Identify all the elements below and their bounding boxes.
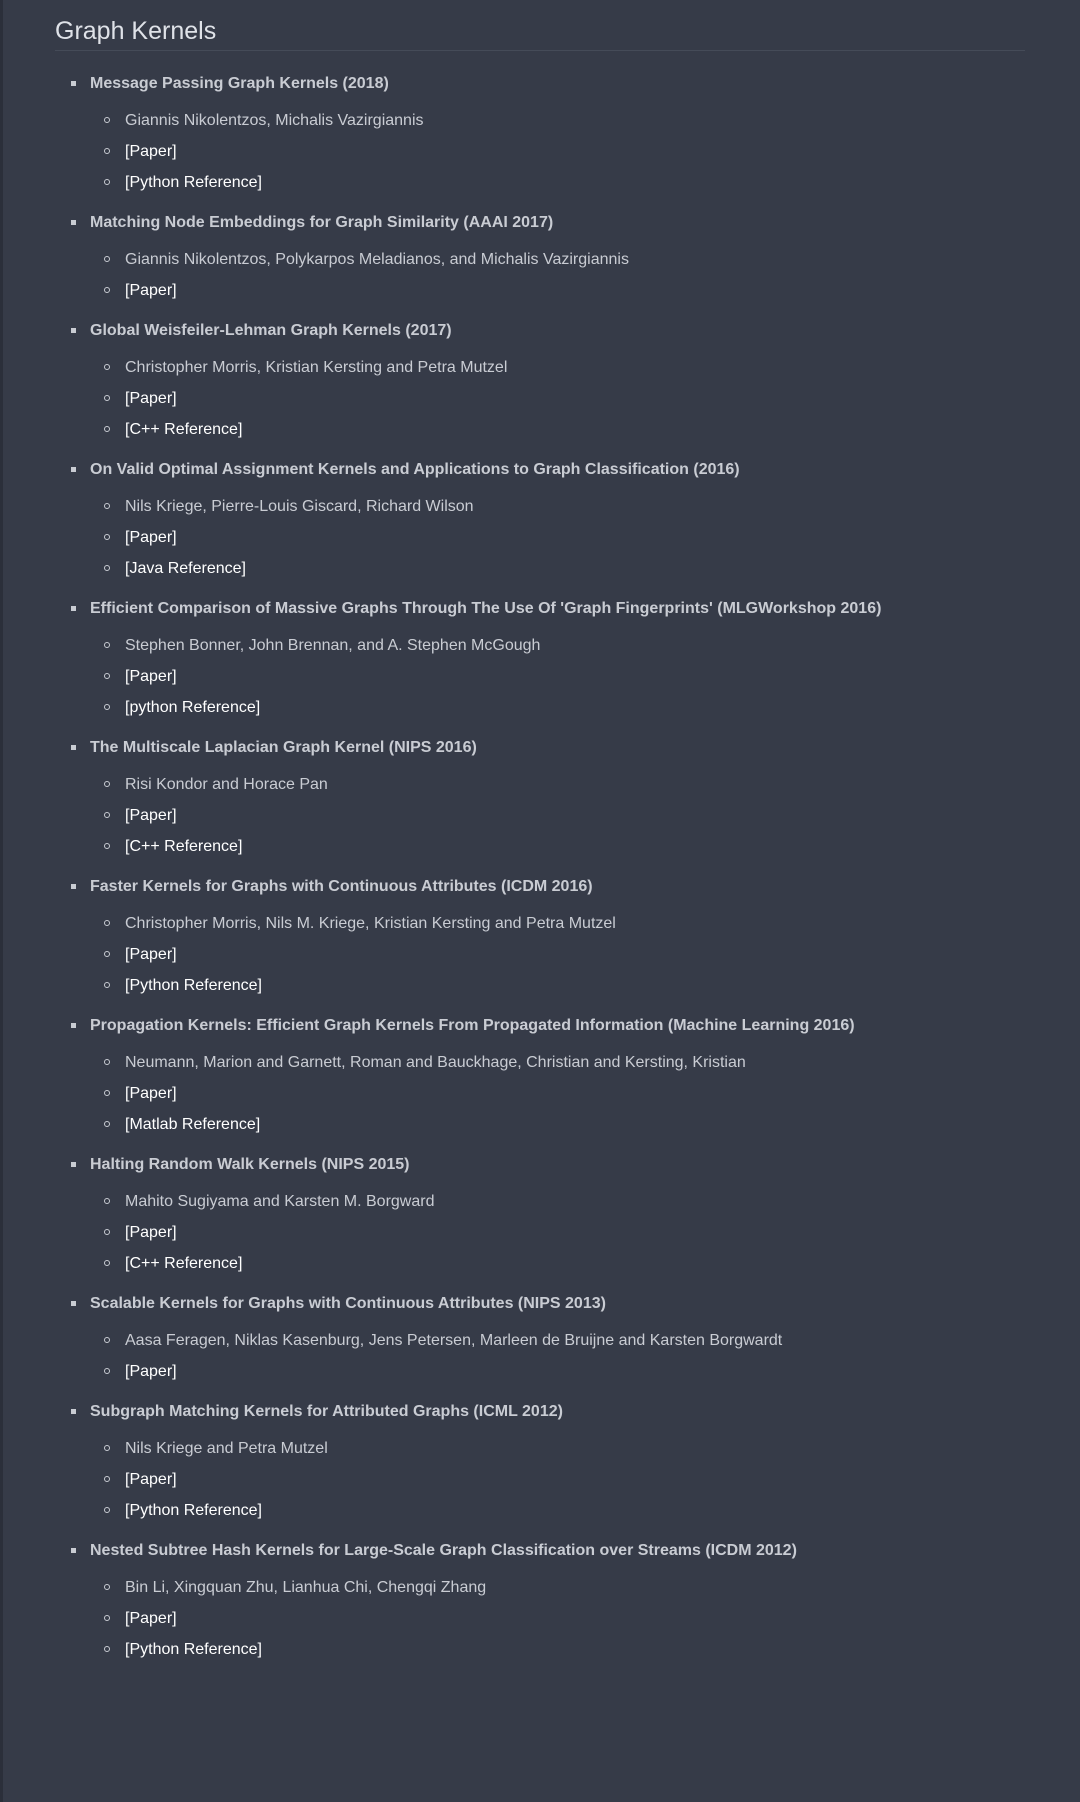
- authors-item: [90, 630, 1025, 661]
- paper-link[interactable]: [Paper]: [125, 282, 177, 299]
- paper-item: [55, 72, 1025, 198]
- paper-details: [90, 908, 1025, 1001]
- paper-authors: Nils Kriege, Pierre-Louis Giscard, Richard Wilson: [125, 498, 474, 515]
- square-bullet-icon: [71, 606, 76, 611]
- circle-bullet-icon: [104, 781, 110, 787]
- paper-item: [55, 1539, 1025, 1665]
- authors-item: [90, 105, 1025, 136]
- link-item: [90, 1356, 1025, 1387]
- authors-item: [90, 1572, 1025, 1603]
- paper-link[interactable]: [Paper]: [125, 1085, 177, 1102]
- circle-bullet-icon: [104, 1198, 110, 1204]
- authors-item: [90, 769, 1025, 800]
- link-item: [90, 383, 1025, 414]
- circle-bullet-icon: [104, 426, 110, 432]
- authors-item: [90, 491, 1025, 522]
- paper-item: [55, 736, 1025, 862]
- circle-bullet-icon: [104, 704, 110, 710]
- square-bullet-icon: [71, 1548, 76, 1553]
- circle-bullet-icon: [104, 364, 110, 370]
- square-bullet-icon: [71, 1301, 76, 1306]
- reference-link[interactable]: [C++ Reference]: [125, 421, 243, 438]
- paper-details: [90, 769, 1025, 862]
- paper-authors: Neumann, Marion and Garnett, Roman and Bauckhage, Christian and Kersting, Kristian: [125, 1054, 746, 1071]
- paper-authors: Nils Kriege and Petra Mutzel: [125, 1440, 328, 1457]
- link-item: [90, 1495, 1025, 1526]
- reference-link[interactable]: [Matlab Reference]: [125, 1116, 261, 1133]
- paper-authors: Bin Li, Xingquan Zhu, Lianhua Chi, Chengqi Zhang: [125, 1579, 487, 1596]
- paper-title: Propagation Kernels: Efficient Graph Kernels From Propagated Information (Machine Learning 2016): [90, 1017, 855, 1034]
- circle-bullet-icon: [104, 287, 110, 293]
- paper-authors: Christopher Morris, Kristian Kersting and Petra Mutzel: [125, 359, 508, 376]
- paper-title: Faster Kernels for Graphs with Continuous Attributes (ICDM 2016): [90, 878, 593, 895]
- circle-bullet-icon: [104, 256, 110, 262]
- paper-details: [90, 1572, 1025, 1665]
- square-bullet-icon: [71, 884, 76, 889]
- paper-item: [55, 1400, 1025, 1526]
- square-bullet-icon: [71, 1162, 76, 1167]
- authors-item: [90, 1325, 1025, 1356]
- link-item: [90, 522, 1025, 553]
- link-item: [90, 1464, 1025, 1495]
- link-item: [90, 1603, 1025, 1634]
- link-item: [90, 831, 1025, 862]
- circle-bullet-icon: [104, 1476, 110, 1482]
- authors-item: [90, 1433, 1025, 1464]
- circle-bullet-icon: [104, 1090, 110, 1096]
- link-item: [90, 692, 1025, 723]
- paper-list: [55, 72, 1025, 1665]
- reference-link[interactable]: [C++ Reference]: [125, 838, 243, 855]
- circle-bullet-icon: [104, 1229, 110, 1235]
- circle-bullet-icon: [104, 673, 110, 679]
- paper-title: Halting Random Walk Kernels (NIPS 2015): [90, 1156, 410, 1173]
- paper-title: Efficient Comparison of Massive Graphs Through The Use Of 'Graph Fingerprints' (MLGWorkshop 2016): [90, 600, 882, 617]
- paper-title: Scalable Kernels for Graphs with Continuous Attributes (NIPS 2013): [90, 1295, 606, 1312]
- reference-link[interactable]: [Python Reference]: [125, 1641, 262, 1658]
- paper-authors: Stephen Bonner, John Brennan, and A. Stephen McGough: [125, 637, 541, 654]
- paper-item: [55, 319, 1025, 445]
- paper-title: The Multiscale Laplacian Graph Kernel (NIPS 2016): [90, 739, 477, 756]
- circle-bullet-icon: [104, 1646, 110, 1652]
- link-item: [90, 970, 1025, 1001]
- paper-details: [90, 1325, 1025, 1387]
- circle-bullet-icon: [104, 951, 110, 957]
- circle-bullet-icon: [104, 920, 110, 926]
- reference-link[interactable]: [python Reference]: [125, 699, 261, 716]
- link-item: [90, 661, 1025, 692]
- paper-authors: Aasa Feragen, Niklas Kasenburg, Jens Petersen, Marleen de Bruijne and Karsten Borgwardt: [125, 1332, 783, 1349]
- paper-link[interactable]: [Paper]: [125, 1610, 177, 1627]
- circle-bullet-icon: [104, 1507, 110, 1513]
- link-item: [90, 1634, 1025, 1665]
- paper-title: Global Weisfeiler-Lehman Graph Kernels (2017): [90, 322, 452, 339]
- reference-link[interactable]: [Python Reference]: [125, 1502, 262, 1519]
- authors-item: [90, 908, 1025, 939]
- paper-details: [90, 1433, 1025, 1526]
- circle-bullet-icon: [104, 1059, 110, 1065]
- paper-item: [55, 1153, 1025, 1279]
- circle-bullet-icon: [104, 1260, 110, 1266]
- authors-item: [90, 352, 1025, 383]
- left-edge-border: [0, 0, 3, 1802]
- link-item: [90, 553, 1025, 584]
- paper-authors: Mahito Sugiyama and Karsten M. Borgward: [125, 1193, 435, 1210]
- paper-title: Matching Node Embeddings for Graph Similarity (AAAI 2017): [90, 214, 554, 231]
- paper-details: [90, 1047, 1025, 1140]
- paper-item: [55, 597, 1025, 723]
- link-item: [90, 414, 1025, 445]
- circle-bullet-icon: [104, 1337, 110, 1343]
- authors-item: [90, 1186, 1025, 1217]
- link-item: [90, 136, 1025, 167]
- reference-link[interactable]: [Python Reference]: [125, 174, 262, 191]
- circle-bullet-icon: [104, 395, 110, 401]
- paper-details: [90, 244, 1025, 306]
- circle-bullet-icon: [104, 117, 110, 123]
- paper-title: Message Passing Graph Kernels (2018): [90, 75, 389, 92]
- paper-title: Subgraph Matching Kernels for Attributed Graphs (ICML 2012): [90, 1403, 563, 1420]
- paper-link[interactable]: [Paper]: [125, 807, 177, 824]
- reference-link[interactable]: [Python Reference]: [125, 977, 262, 994]
- square-bullet-icon: [71, 467, 76, 472]
- paper-title: Nested Subtree Hash Kernels for Large-Scale Graph Classification over Streams (ICDM 2012): [90, 1542, 797, 1559]
- paper-details: [90, 491, 1025, 584]
- circle-bullet-icon: [104, 1368, 110, 1374]
- paper-authors: Christopher Morris, Nils M. Kriege, Kristian Kersting and Petra Mutzel: [125, 915, 616, 932]
- link-item: [90, 939, 1025, 970]
- square-bullet-icon: [71, 745, 76, 750]
- circle-bullet-icon: [104, 843, 110, 849]
- paper-link[interactable]: [Paper]: [125, 1471, 177, 1488]
- square-bullet-icon: [71, 220, 76, 225]
- circle-bullet-icon: [104, 179, 110, 185]
- paper-authors: Risi Kondor and Horace Pan: [125, 776, 328, 793]
- paper-item: [55, 1014, 1025, 1140]
- paper-link[interactable]: [Paper]: [125, 143, 177, 160]
- paper-link[interactable]: [Paper]: [125, 946, 177, 963]
- circle-bullet-icon: [104, 642, 110, 648]
- circle-bullet-icon: [104, 812, 110, 818]
- link-item: [90, 1217, 1025, 1248]
- paper-link[interactable]: [Paper]: [125, 1224, 177, 1241]
- reference-link[interactable]: [Java Reference]: [125, 560, 246, 577]
- link-item: [90, 167, 1025, 198]
- paper-details: [90, 352, 1025, 445]
- circle-bullet-icon: [104, 1445, 110, 1451]
- paper-details: [90, 1186, 1025, 1279]
- circle-bullet-icon: [104, 1121, 110, 1127]
- paper-link[interactable]: [Paper]: [125, 529, 177, 546]
- paper-details: [90, 105, 1025, 198]
- link-item: [90, 1078, 1025, 1109]
- link-item: [90, 800, 1025, 831]
- circle-bullet-icon: [104, 503, 110, 509]
- circle-bullet-icon: [104, 1615, 110, 1621]
- circle-bullet-icon: [104, 565, 110, 571]
- circle-bullet-icon: [104, 148, 110, 154]
- square-bullet-icon: [71, 81, 76, 86]
- paper-link[interactable]: [Paper]: [125, 1363, 177, 1380]
- authors-item: [90, 244, 1025, 275]
- circle-bullet-icon: [104, 534, 110, 540]
- link-item: [90, 1109, 1025, 1140]
- reference-link[interactable]: [C++ Reference]: [125, 1255, 243, 1272]
- link-item: [90, 275, 1025, 306]
- paper-title: On Valid Optimal Assignment Kernels and Applications to Graph Classification (2016): [90, 461, 740, 478]
- paper-item: [55, 458, 1025, 584]
- circle-bullet-icon: [104, 1584, 110, 1590]
- paper-authors: Giannis Nikolentzos, Polykarpos Meladianos, and Michalis Vazirgiannis: [125, 251, 629, 268]
- paper-link[interactable]: [Paper]: [125, 668, 177, 685]
- paper-link[interactable]: [Paper]: [125, 390, 177, 407]
- section-heading: Graph Kernels: [55, 14, 1025, 51]
- document-content: [55, 14, 1025, 1678]
- link-item: [90, 1248, 1025, 1279]
- circle-bullet-icon: [104, 982, 110, 988]
- paper-item: [55, 211, 1025, 306]
- square-bullet-icon: [71, 1409, 76, 1414]
- paper-item: [55, 1292, 1025, 1387]
- paper-authors: Giannis Nikolentzos, Michalis Vazirgiannis: [125, 112, 424, 129]
- square-bullet-icon: [71, 328, 76, 333]
- paper-item: [55, 875, 1025, 1001]
- paper-details: [90, 630, 1025, 723]
- authors-item: [90, 1047, 1025, 1078]
- square-bullet-icon: [71, 1023, 76, 1028]
